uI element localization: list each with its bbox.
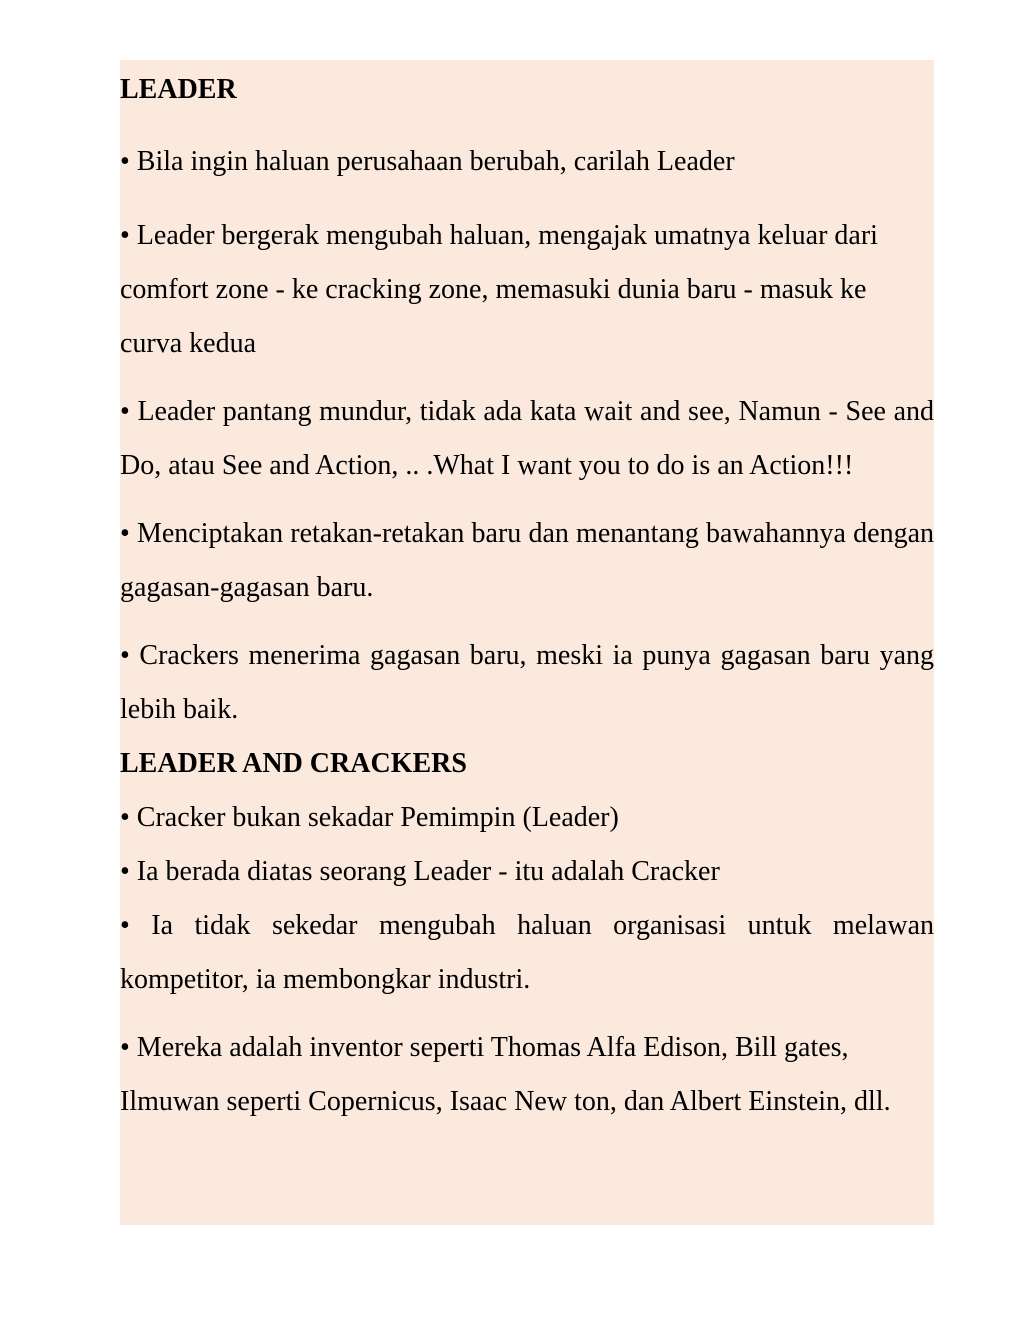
bullet-paragraph: • Ia berada diatas seorang Leader - itu adalah Cracker bbox=[120, 856, 720, 887]
bullet-paragraph: • Leader bergerak mengubah haluan, mengajak umatnya keluar dari comfort zone - ke cracking zone, memasuki dunia baru - masuk ke curva kedua bbox=[120, 220, 878, 359]
document-body bbox=[120, 60, 934, 1129]
bullet-paragraph: • Ia tidak sekedar mengubah haluan organisasi untuk melawan kompetitor, ia membongkar industri. bbox=[120, 910, 934, 995]
bullet-paragraph: • Cracker bukan sekadar Pemimpin (Leader) bbox=[120, 802, 619, 833]
bullet-paragraph: • Menciptakan retakan-retakan baru dan menantang bawahannya dengan gagasan-gagasan baru. bbox=[120, 518, 934, 603]
bullet-paragraph: • Bila ingin haluan perusahaan berubah, carilah Leader bbox=[120, 146, 735, 177]
bullet-paragraph: • Leader pantang mundur, tidak ada kata wait and see, Namun - See and Do, atau See and Action, .. .What I want you to do is an Action!!! bbox=[120, 396, 934, 481]
section-heading-leader: LEADER bbox=[120, 74, 237, 105]
section-heading-leader-and-crackers: LEADER AND CRACKERS bbox=[120, 748, 467, 779]
bullet-paragraph: • Mereka adalah inventor seperti Thomas Alfa Edison, Bill gates, Ilmuwan seperti Copernicus, Isaac New ton, dan Albert Einstein, dll. bbox=[120, 1032, 891, 1117]
bullet-paragraph: • Crackers menerima gagasan baru, meski ia punya gagasan baru yang lebih baik. bbox=[120, 640, 934, 725]
